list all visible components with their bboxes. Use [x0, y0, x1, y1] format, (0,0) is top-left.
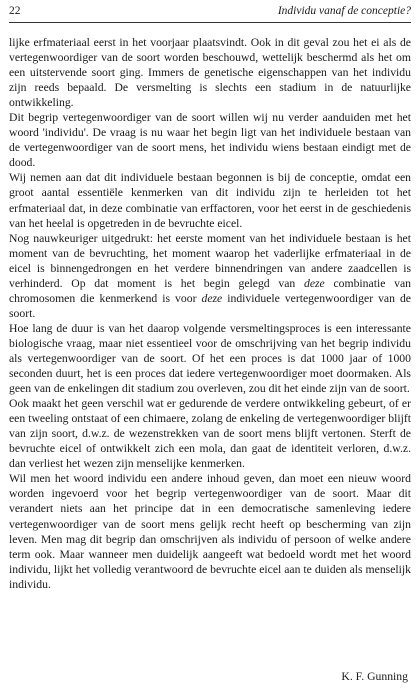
paragraph: Wil men het woord individu een andere inhoud geven, dan moet een nieuw woord worden ingevoerd voor het begrip vertegenwoordiger van de soort. Maar dit verandert niets aan het principe dat in een democratische samenleving iedere vertegenwoordiger van de soort mens gelijk recht heeft op bescherming van zijn leven. Men mag dit begrip dan omschrijven als individu of persoon of welke andere term ook. Maar wanneer men duidelijk aangeeft wat bedoeld wordt met het woord individu, lijkt het volledig verantwoord de bevruchte eicel aan te duiden als menselijk individu. — [9, 472, 411, 591]
paragraph-text: individuele vertegenwoordiger van de soort. — [9, 291, 411, 320]
paragraph: Wij nemen aan dat dit individuele bestaan begonnen is bij de conceptie, omdat een groot aantal essentiële kenmerken van dit individu zijn te herleiden tot het erfmateriaal dat, in deze combinatie van erffactoren, voor het eerst in de geschiedenis van het heelal is opgetreden in de bevruchte eicel. — [9, 171, 411, 230]
page-number: 22 — [9, 5, 21, 17]
body-text — [9, 35, 411, 592]
paragraph — [9, 231, 411, 321]
running-title: Individu vanaf de conceptie? — [277, 5, 411, 17]
header-rule — [9, 22, 411, 23]
paragraph: lijke erfmateriaal eerst in het voorjaar plaatsvindt. Ook in dit geval zou het ei als de vertegenwoordiger van de soort worden beschouwd, wettelijk beschermd als het om een uitstervende soort ging. Immers de genetische eigenschappen van het individu zijn reeds bepaald. De versmelting is slechts een stadium in de natuurlijke ontwikkeling. — [9, 36, 411, 110]
paragraph: Hoe lang de duur is van het daarop volgende versmeltingsproces is een interessante biologische vraag, maar niet essentieel voor de omschrijving van het begrip individu als vertegenwoordiger van de soort. Of het een proces is dat 1000 jaar of 1000 seconden duurt, het is een proces dat iedere vertegenwoordiger moet doormaken. Als geen van de enkelingen dit stadium zou overleven, zou dit het einde zijn van de soort. — [9, 321, 411, 396]
author-signature: K. F. Gunning — [341, 670, 408, 683]
emphasis: deze — [201, 291, 223, 305]
paragraph: Ook maakt het geen verschil wat er gedurende de verdere ontwikkeling gebeurt, of er een tweeling ontstaat of een chimaere, zolang de enkeling de vertegenwoordiger blijft van zijn soort, d.w.z. de wezenstrekken van de soort mens blijft vertonen. Sterft de bevruchte eicel of ontwikkelt zich een mola, dan gaat de identiteit verloren, d.w.z. dan verliest het wezen zijn menselijke kenmerken. — [9, 397, 411, 471]
paragraph-text: Nog nauwkeuriger uitgedrukt: het eerste moment van het individuele bestaan is het moment van de bevruchting, het moment waarop het vaderlijke erfmateriaal in de eicel is binnengedrongen en het verdere binnendringen van andere zaadcellen is verhinderd. Op dat moment is het begin gelegd van — [9, 231, 411, 290]
running-header — [9, 3, 411, 21]
emphasis: deze — [303, 276, 325, 290]
paragraph-text: combinatie van chromosomen die kenmerkend is voor — [9, 276, 411, 305]
paragraph: Dit begrip vertegenwoordiger van de soort willen wij nu verder aanduiden met het woord 'individu'. De vraag is nu waar het begin ligt van het individuele bestaan van de vertegenwoordiger van de soort mens, het individu wiens bestaan eindigt met de dood. — [9, 111, 411, 170]
